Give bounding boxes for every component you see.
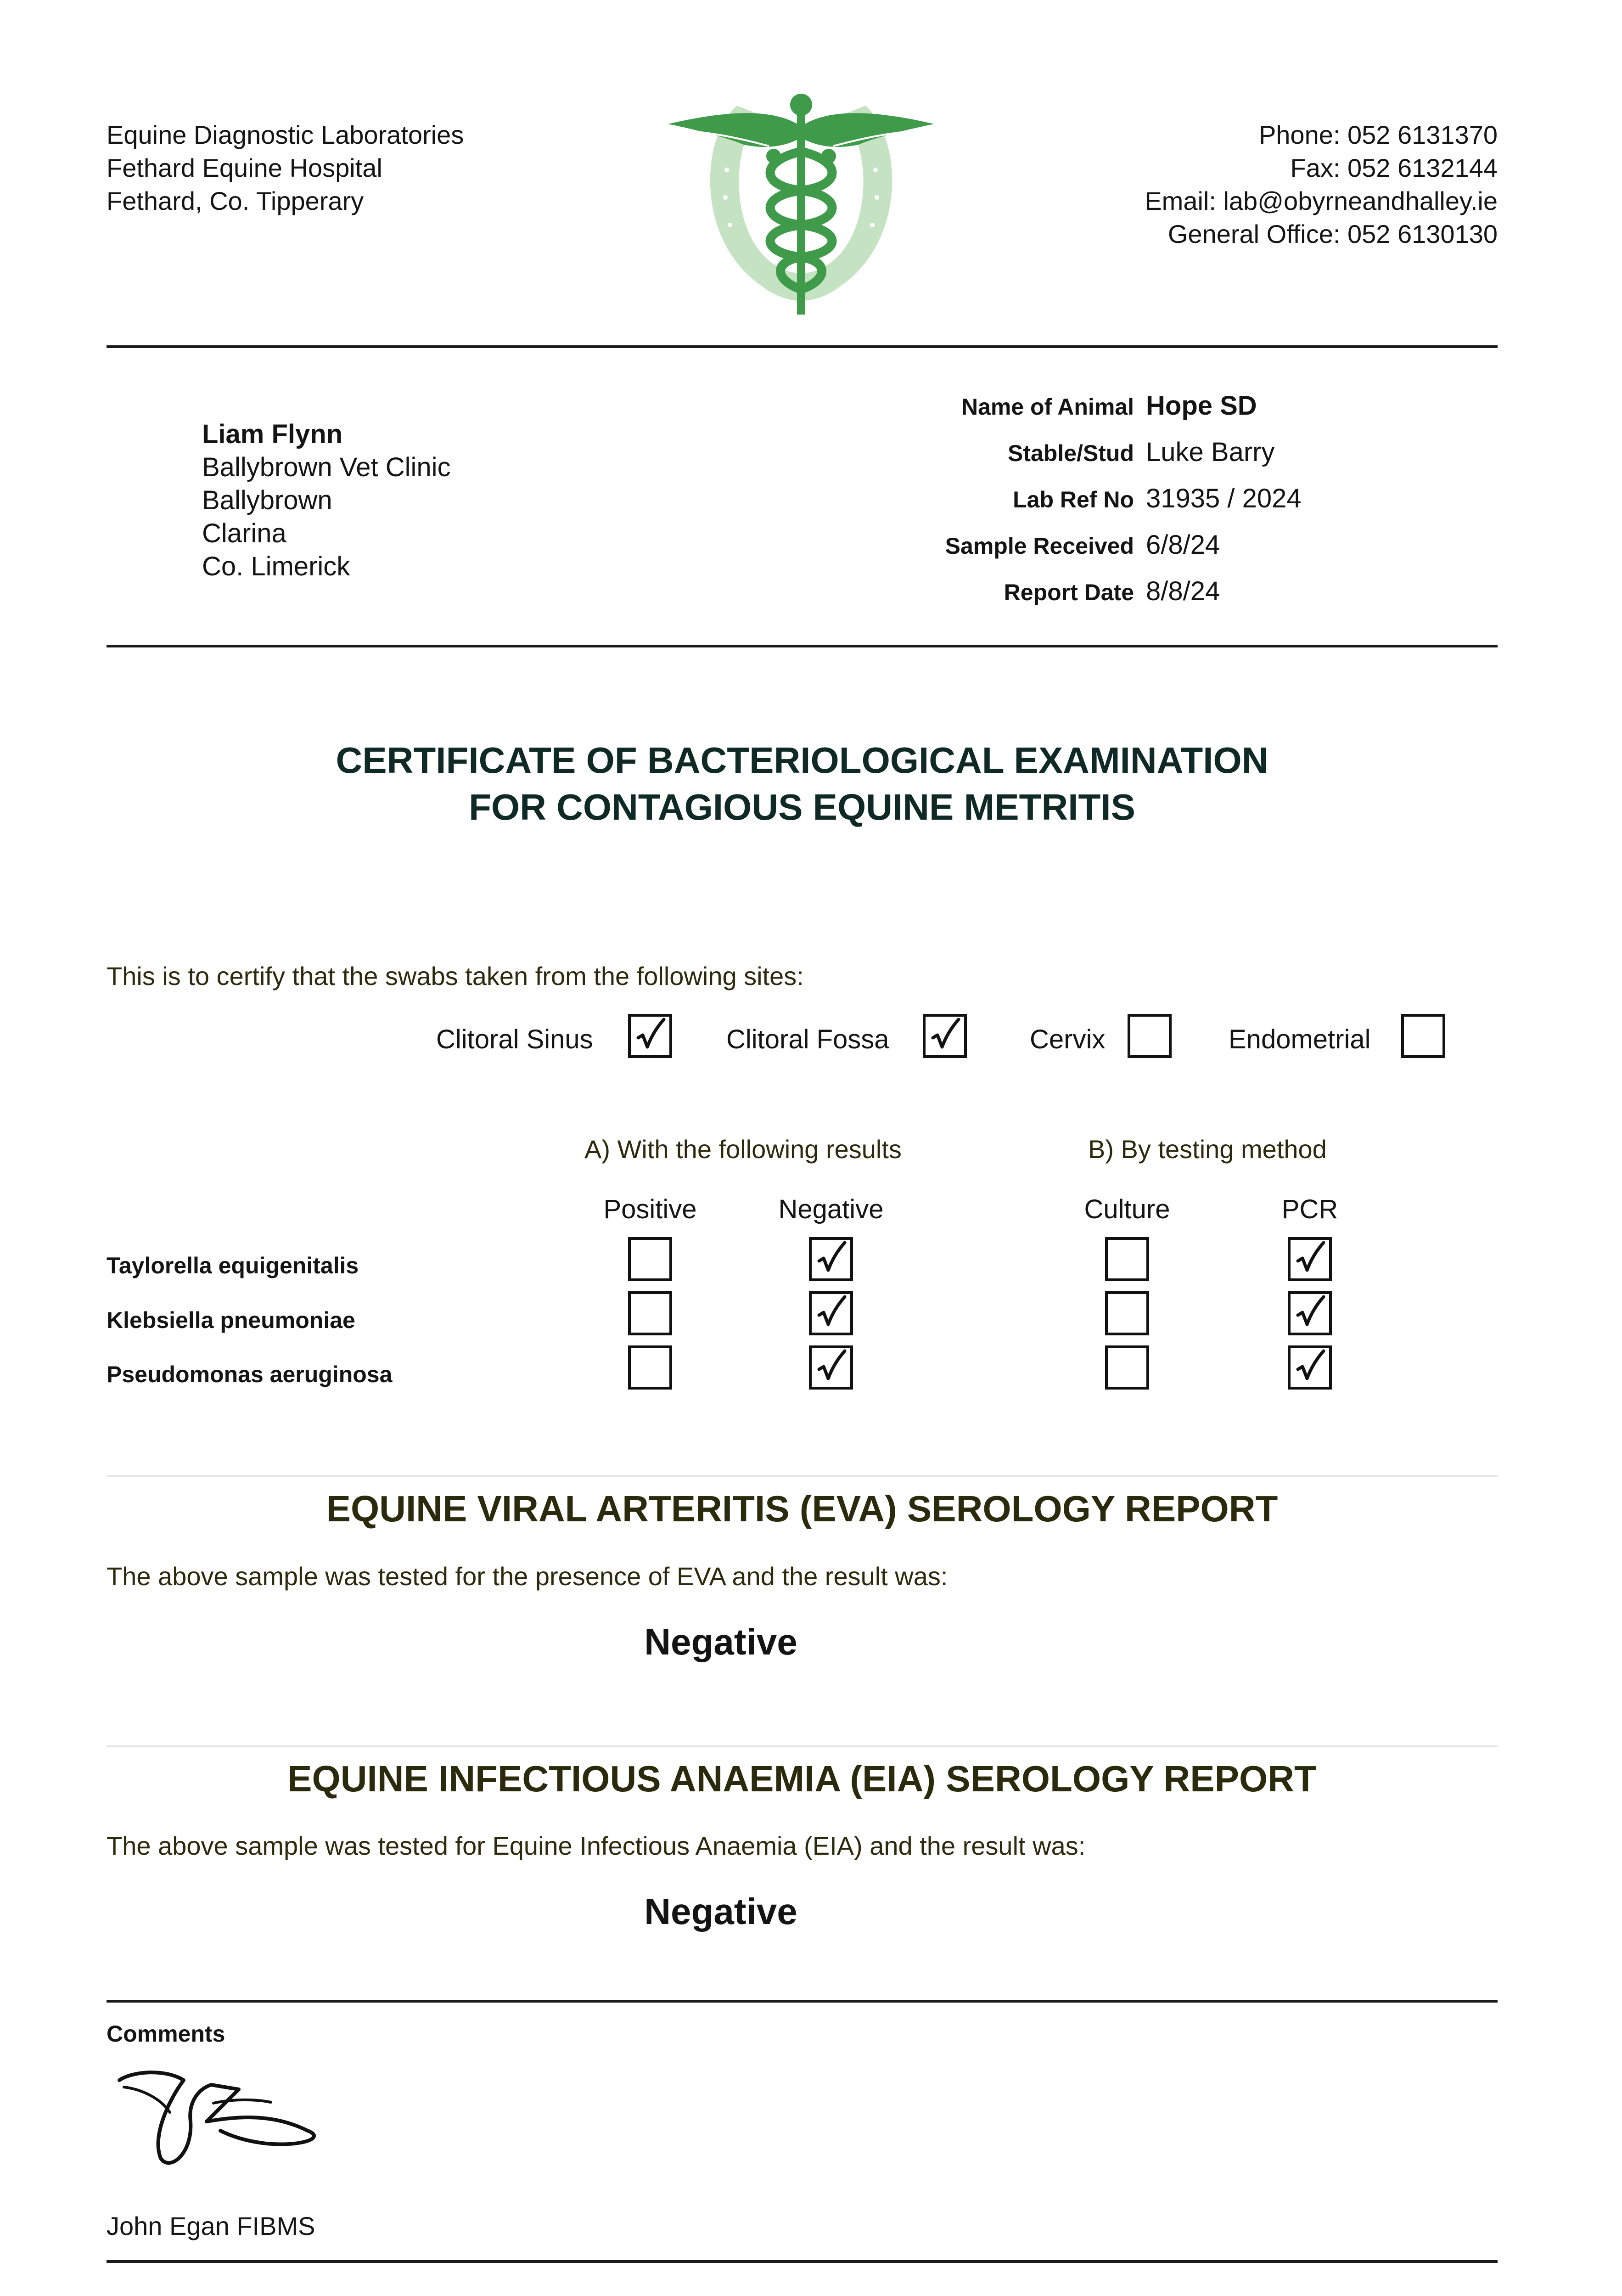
eva-text: The above sample was tested for the presence of EVA and the result was: xyxy=(107,1562,948,1591)
eia-result: Negative xyxy=(644,1891,797,1932)
lab-address-line: Equine Diagnostic Laboratories xyxy=(107,120,464,149)
site-label: Clitoral Fossa xyxy=(726,1024,889,1054)
meta-row xyxy=(780,576,1423,622)
certificate-title-line: FOR CONTAGIOUS EQUINE METRITIS xyxy=(469,787,1135,827)
result-positive-checkbox xyxy=(628,1345,672,1390)
lab-contact xyxy=(1145,118,1498,251)
lab-address-line: Fethard, Co. Tipperary xyxy=(107,186,364,215)
lab-address xyxy=(107,118,464,218)
certificate-title xyxy=(107,737,1498,831)
checkmark-icon xyxy=(812,1294,850,1333)
eva-title: EQUINE VIRAL ARTERITIS (EVA) SEROLOGY REPORT xyxy=(326,1488,1278,1529)
signature-icon xyxy=(115,2062,344,2172)
divider xyxy=(107,1475,1498,1477)
method-culture-checkbox xyxy=(1105,1291,1149,1335)
col-negative: Negative xyxy=(778,1194,884,1224)
fax: Fax: 052 6132144 xyxy=(1290,153,1498,182)
signer-name: John Egan FIBMS xyxy=(107,2212,315,2240)
site-checkbox-clitoral-sinus xyxy=(628,1014,672,1058)
site-label: Clitoral Sinus xyxy=(436,1024,593,1054)
col-culture: Culture xyxy=(1084,1194,1170,1224)
meta-row xyxy=(780,390,1423,437)
eia-text: The above sample was tested for Equine Infectious Anaemia (EIA) and the result was: xyxy=(107,1831,1086,1860)
method-pcr-checkbox xyxy=(1288,1291,1332,1335)
result-negative-checkbox xyxy=(809,1237,853,1281)
checkmark-icon xyxy=(1291,1348,1329,1387)
site-label: Cervix xyxy=(1030,1024,1106,1054)
animal-name: Hope SD xyxy=(1146,391,1257,421)
addressee-line: Ballybrown Vet Clinic xyxy=(202,452,451,482)
lab-address-line: Fethard Equine Hospital xyxy=(107,153,382,182)
organism-name: Klebsiella pneumoniae xyxy=(107,1307,355,1333)
meta-label: Stable/Stud xyxy=(1007,440,1134,466)
eia-title: EQUINE INFECTIOUS ANAEMIA (EIA) SEROLOGY REPORT xyxy=(287,1758,1317,1799)
addressee-line: Co. Limerick xyxy=(202,551,350,581)
sample-received: 6/8/24 xyxy=(1146,530,1220,560)
checkmark-icon xyxy=(926,1017,964,1055)
divider xyxy=(107,345,1498,348)
certificate-title-line: CERTIFICATE OF BACTERIOLOGICAL EXAMINATION xyxy=(336,740,1268,781)
certificate-intro: This is to certify that the swabs taken from the following sites: xyxy=(107,962,804,990)
comments-label: Comments xyxy=(107,2021,225,2047)
sample-details xyxy=(780,390,1423,622)
method-culture-checkbox xyxy=(1105,1237,1149,1281)
divider xyxy=(107,2000,1498,2003)
divider xyxy=(107,1745,1498,1747)
checkmark-icon xyxy=(1291,1240,1329,1278)
col-pcr: PCR xyxy=(1281,1194,1338,1224)
lab-ref-no: 31935 / 2024 xyxy=(1146,484,1302,513)
addressee-line: Ballybrown xyxy=(202,485,332,515)
meta-row xyxy=(780,483,1423,529)
organism-name: Pseudomonas aeruginosa xyxy=(107,1362,393,1387)
method-pcr-checkbox xyxy=(1288,1237,1332,1281)
meta-label: Sample Received xyxy=(945,533,1134,559)
site-checkbox-clitoral-fossa xyxy=(923,1014,967,1058)
addressee xyxy=(202,418,451,583)
meta-label: Name of Animal xyxy=(961,394,1134,420)
divider xyxy=(107,645,1498,647)
eva-result: Negative xyxy=(644,1621,797,1662)
site-checkbox-endometrial xyxy=(1401,1014,1445,1058)
site-label: Endometrial xyxy=(1229,1024,1371,1054)
addressee-line: Clarina xyxy=(202,518,286,548)
email: Email: lab@obyrneandhalley.ie xyxy=(1145,186,1498,215)
method-culture-checkbox xyxy=(1105,1345,1149,1390)
result-negative-checkbox xyxy=(809,1345,853,1390)
phone: Phone: 052 6131370 xyxy=(1258,120,1498,149)
report-date: 8/8/24 xyxy=(1146,576,1220,606)
caduceus-horseshoe-icon xyxy=(668,87,934,317)
result-positive-checkbox xyxy=(628,1291,672,1335)
checkmark-icon xyxy=(1291,1294,1329,1333)
checkmark-icon xyxy=(812,1240,850,1278)
method-group-header: B) By testing method xyxy=(1088,1135,1327,1164)
general-office: General Office: 052 6130130 xyxy=(1167,219,1498,248)
divider xyxy=(107,2260,1498,2263)
site-checkbox-cervix xyxy=(1128,1014,1172,1058)
meta-row xyxy=(780,529,1423,576)
meta-label: Lab Ref No xyxy=(1013,487,1134,512)
checkmark-icon xyxy=(631,1017,669,1055)
checkmark-icon xyxy=(812,1348,850,1387)
results-group-header: A) With the following results xyxy=(584,1135,902,1164)
meta-row xyxy=(780,437,1423,483)
method-pcr-checkbox xyxy=(1288,1345,1332,1390)
organism-name: Taylorella equigenitalis xyxy=(107,1253,359,1278)
stable-stud: Luke Barry xyxy=(1146,437,1275,467)
result-negative-checkbox xyxy=(809,1291,853,1335)
meta-label: Report Date xyxy=(1004,580,1134,605)
addressee-name: Liam Flynn xyxy=(202,419,343,449)
result-positive-checkbox xyxy=(628,1237,672,1281)
col-positive: Positive xyxy=(603,1194,697,1224)
